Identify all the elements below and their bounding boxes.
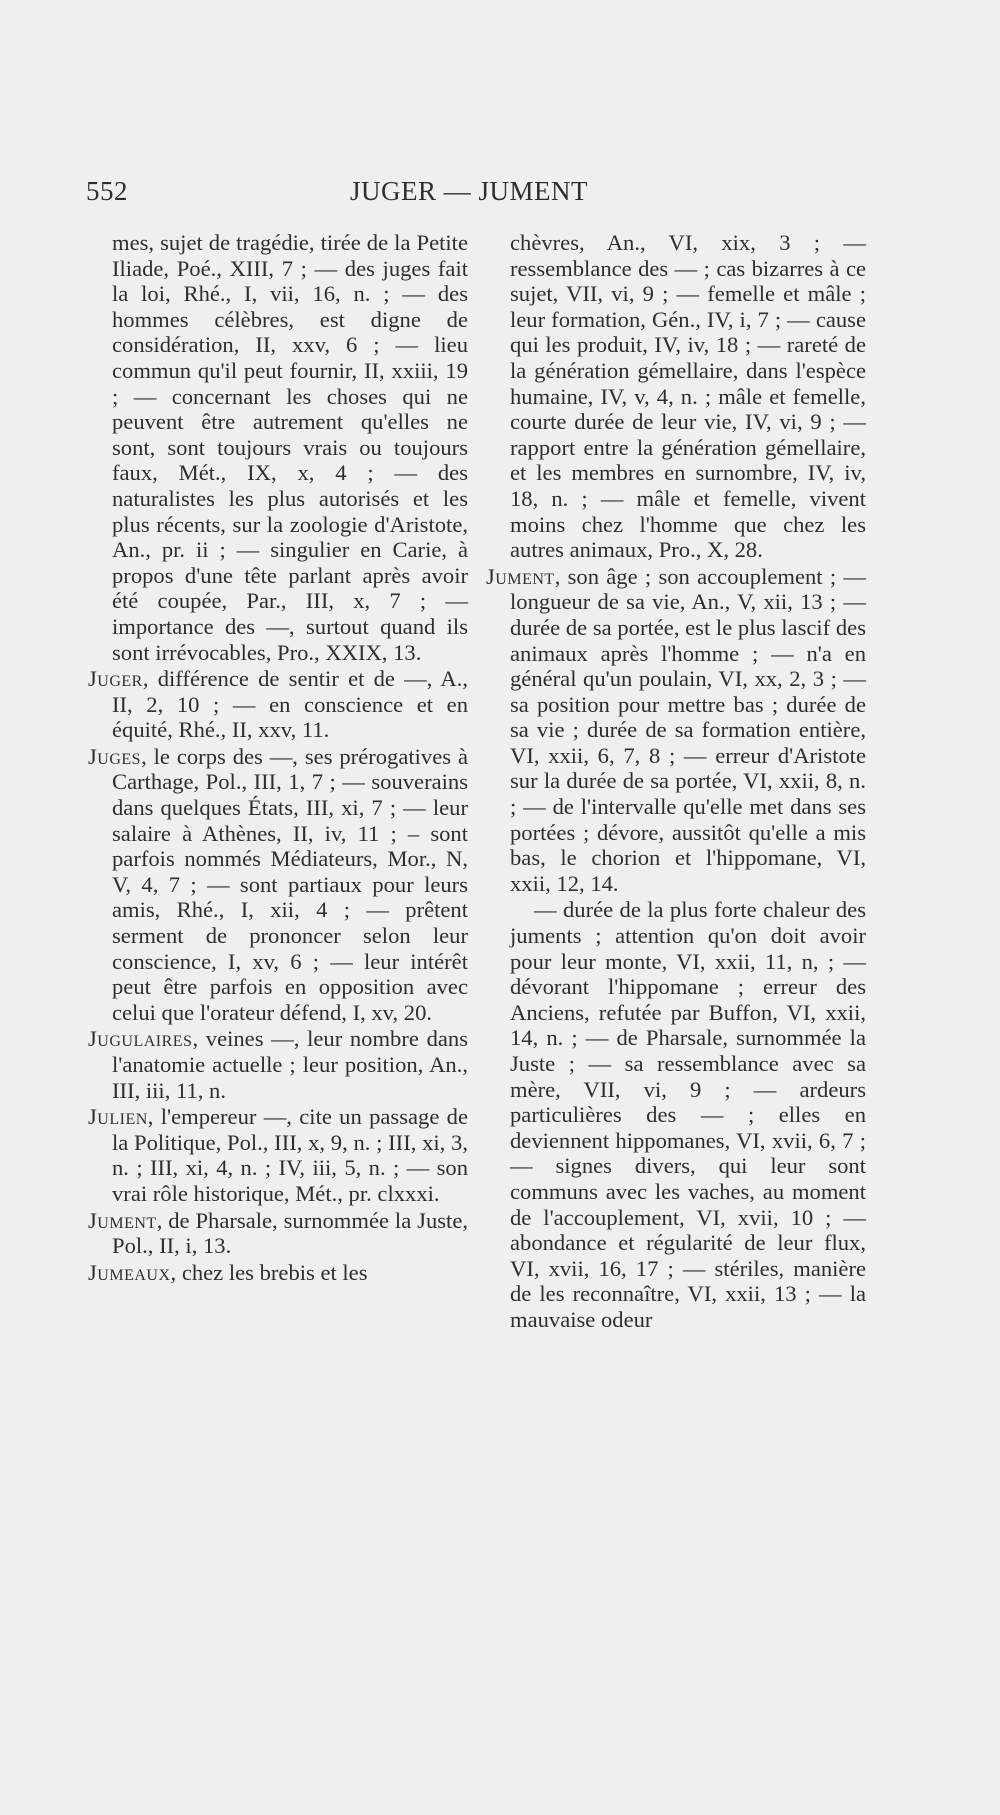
index-entry [88,1026,468,1103]
index-entry [486,230,866,563]
entry-text: chèvres, An., VI, xix, 3 ; — ressemblance des — ; cas bizarres à ce sujet, VII, vi, 9 ; — femelle et mâle ; leur formation, Gén., IV, i, 7 ; — cause qui les produit, IV, iv, 18 ; — rareté de la génération gémellaire, dans l'espèce humaine, IV, v, 4, n. ; mâle et femelle, courte durée de leur vie, IV, vi, 9 ; — rapport entre la génération gémellaire, et les membres en surnombre, IV, iv, 18, n. ; — mâle et femelle, vivent moins chez l'homme que chez les autres animaux, Pro., X, 28. [510,230,866,563]
entry-headword: Jument [88,1207,157,1233]
entry-headword: Jugulaires [88,1026,193,1052]
index-entry [88,230,468,665]
entry-text: — durée de la plus forte chaleur des juments ; attention qu'on doit avoir pour leur monte, VI, xxii, 11, n, ; — dévorant l'hippomane ; erreur des Anciens, refutée par Buffon, VI, xxii, 14, n. ; — de Pharsale, surnommée la Juste ; — sa ressemblance avec sa mère, VII, vi, 9 ; — ardeurs particulières des — ; elles en deviennent hippomanes, VI, xvii, 6, 7 ; — signes divers, qui leur sont communs avec les vaches, au moment de l'accouplement, VI, xvii, 10 ; — abondance et régularité de leur flux, VI, xvii, 16, 17 ; — stériles, manière de les reconnaître, VI, xxii, 13 ; — la mauvaise odeur [510,897,866,1332]
entry-headword: Julien [88,1104,148,1130]
entry-text: , de Pharsale, surnommée la Juste, Pol., II, i, 13. [112,1207,468,1259]
index-entry [486,564,866,897]
index-entry [88,666,468,743]
entry-text: , l'empereur —, cite un passage de la Politique, Pol., III, x, 9, n. ; III, xi, 3, n. ; III, xi, 4, n. ; IV, iii, 5, n. ; — son vrai rôle historique, Mét., pr. clxxxi. [112,1104,468,1206]
index-entry [88,1104,468,1206]
entry-headword: Jument [486,563,555,589]
entry-text: , son âge ; son accouplement ; — longueur de sa vie, An., V, xii, 13 ; — durée de sa portée, est le plus lascif des animaux après l'homme ; — n'a en général qu'un poulain, VI, xx, 2, 3 ; — sa position pour mettre bas ; durée de sa vie ; durée de sa formation entière, VI, xxii, 6, 7, 8 ; — erreur d'Aristote sur la durée de sa portée, VI, xxii, 8, n. ; — de l'intervalle qu'elle met dans ses portées ; dévore, aussitôt qu'elle a mis bas, le chorion et l'hippomane, VI, xxii, 12, 14. [510,563,866,896]
left-column [88,230,468,1286]
right-column [486,230,866,1334]
entry-text: , différence de sentir et de —, A., II, 2, 10 ; — en conscience et en équité, Rhé., II, xxv, 11. [112,666,468,743]
entry-text: , veines —, leur nombre dans l'anatomie actuelle ; leur position, An., III, iii, 11, n. [112,1026,468,1103]
page-number: 552 [86,176,128,206]
running-title: JUGER — JUMENT [350,176,589,206]
entry-text: mes, sujet de tragédie, tirée de la Petite Iliade, Poé., XIII, 7 ; — des juges fait la loi, Rhé., I, vii, 16, n. ; — des hommes célèbres, est digne de considération, II, xxv, 6 ; — lieu commun qu'il peut fournir, II, xxiii, 19 ; — concernant les choses qui ne peuvent être autrement qu'elles ne sont, sont toujours vrais ou toujours faux, Mét., IX, x, 4 ; — des naturalistes les plus autorisés et les plus récents, sur la zoologie d'Aristote, An., pr. ii ; — singulier en Carie, à propos d'une tête parlant après avoir été coupée, Par., III, x, 7 ; — importance des —, surtout quand ils sont irrévocables, Pro., XXIX, 13. [112,230,468,665]
index-entry [88,744,468,1026]
index-entry [486,897,866,1332]
entry-text: , le corps des —, ses prérogatives à Carthage, Pol., III, 1, 7 ; — souverains dans quelques États, III, xi, 7 ; — leur salaire à Athènes, II, iv, 11 ; – sont parfois nommés Médiateurs, Mor., N, V, 4, 7 ; — sont partiaux pour leurs amis, Rhé., I, xii, 4 ; — prêtent serment de prononcer selon leur conscience, I, xv, 6 ; — leur intérêt peut être parfois en opposition avec celui que l'orateur défend, I, xv, 20. [112,743,468,1025]
index-entry [88,1260,468,1286]
entry-headword: Jumeaux [88,1259,171,1285]
entry-headword: Juges [88,743,142,769]
entry-headword: Juger [88,666,143,692]
index-entry [88,1208,468,1259]
entry-text: , chez les brebis et les [170,1259,368,1285]
